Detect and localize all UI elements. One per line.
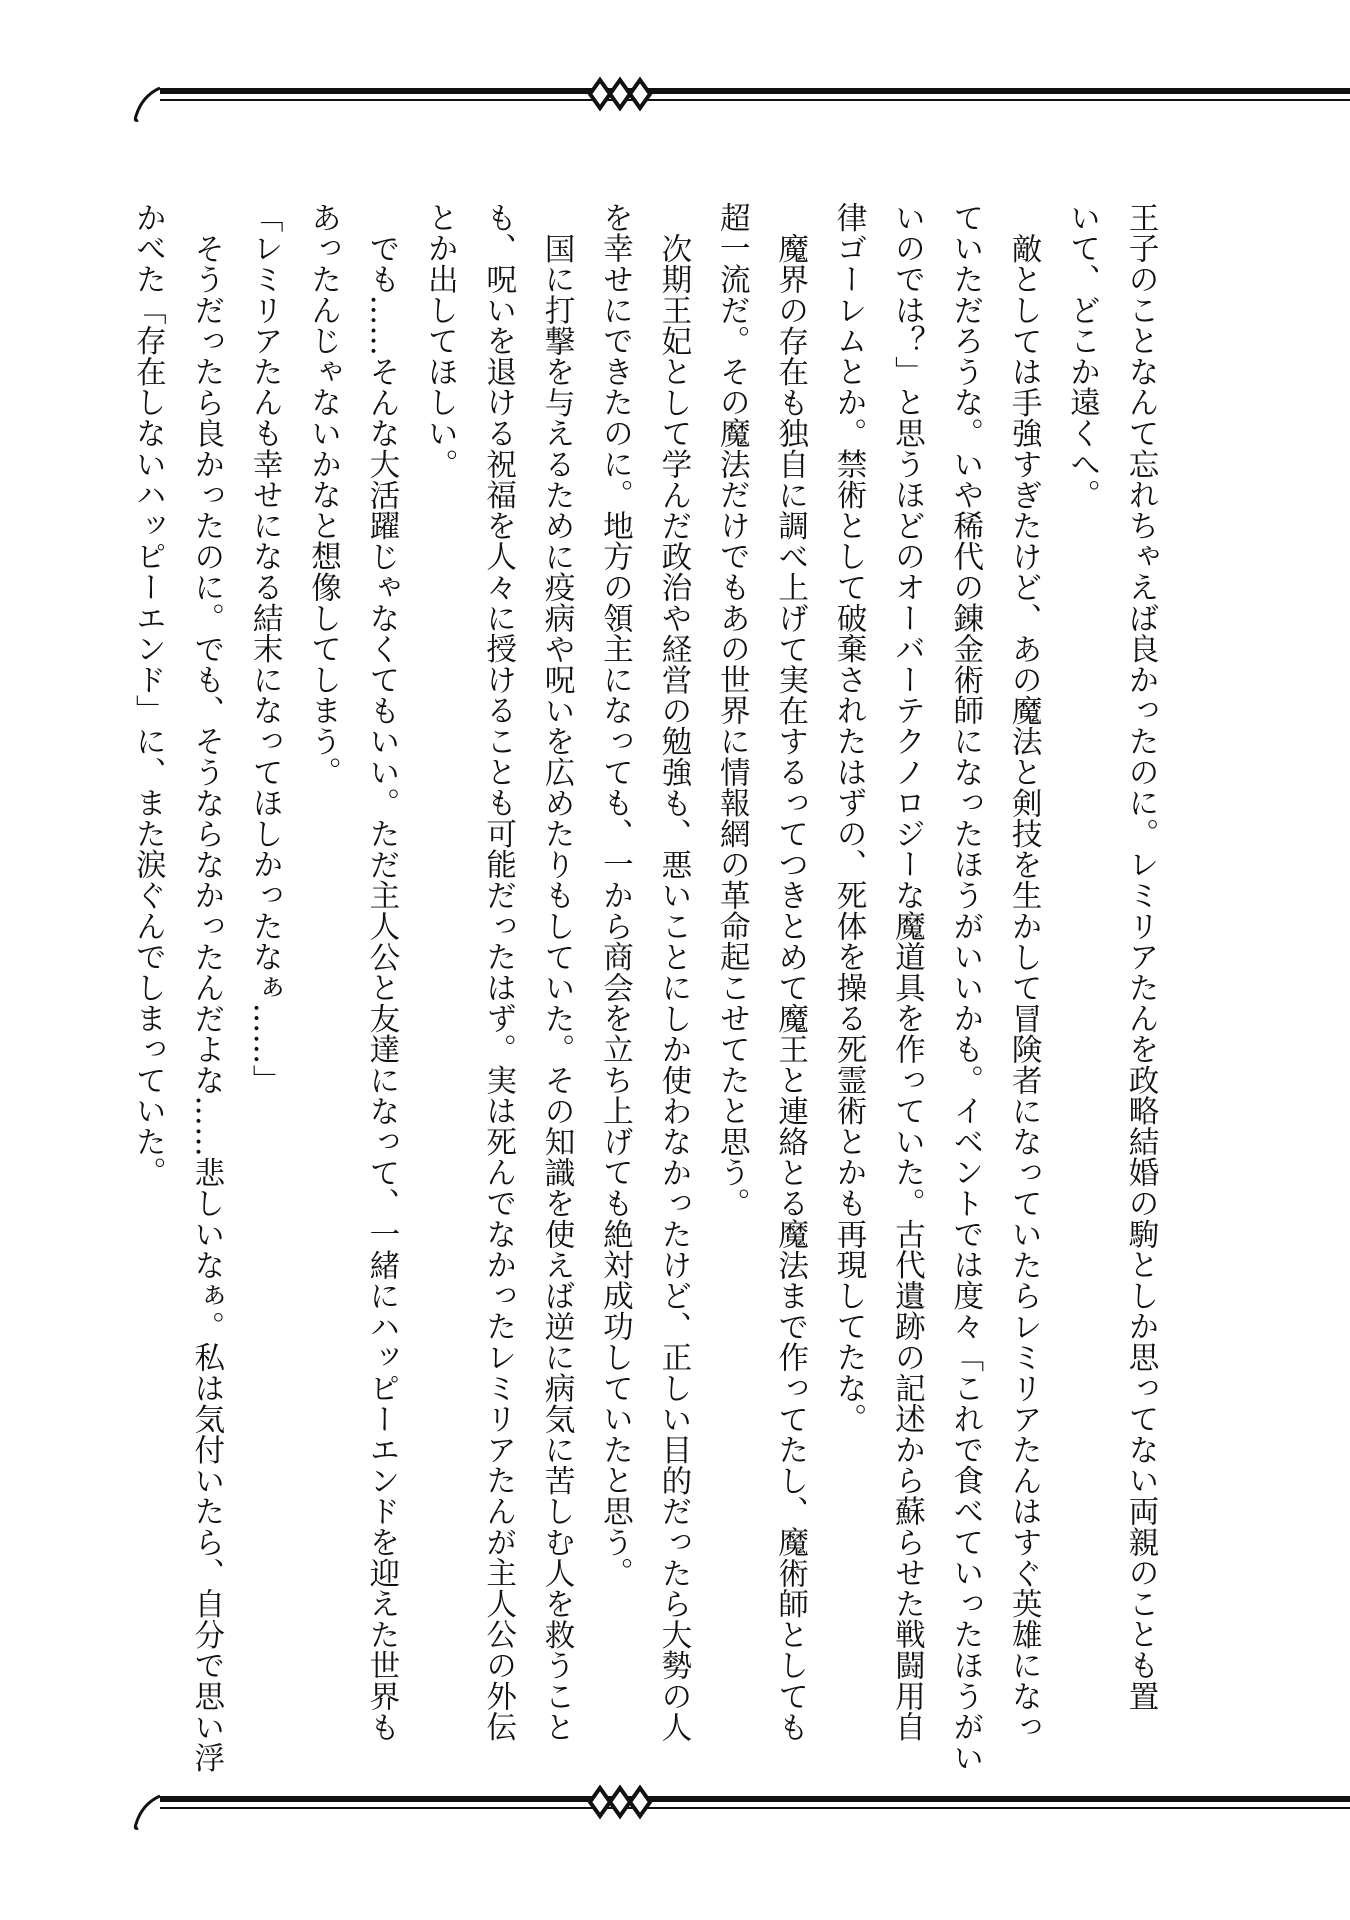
text-column: 「レミリアたんも幸せになる結末になってほしかったなぁ……」 <box>247 202 283 1096</box>
diamond-ornament-icon <box>590 80 650 108</box>
top-ornament-rule <box>0 66 1350 126</box>
text-column: 律ゴーレムとか。禁術として破棄されたはずの、死体を操る死霊術とかも再現してたな。 <box>831 202 867 1434</box>
text-column: 魔界の存在も独自に調べ上げて実在するってつきとめて魔王と連絡とる魔法まで作ってたし、魔術師としても <box>772 232 808 1743</box>
text-column: かべた「存在しないハッピーエンド」に、また涙ぐんでしまっていた。 <box>130 202 166 1188</box>
text-column: ていただろうな。いや稀代の錬金術師になったほうがいいかも。イベントでは度々「これで食べていったほうがい <box>947 202 983 1773</box>
vertical-body-text <box>118 202 1169 1773</box>
text-column: いて、どこか遠くへ。 <box>1064 202 1100 510</box>
text-column: そうだったら良かったのに。でも、そうならなかったんだよな……悲しいなぁ。私は気付いたら、自分で思い浮 <box>188 232 224 1773</box>
text-column: 次期王妃として学んだ政治や経営の勉強も、悪いことにしか使わなかったけど、正しい目的だったら大勢の人 <box>655 232 691 1743</box>
bottom-ornament-rule <box>0 1774 1350 1834</box>
diamond-ornament-icon <box>590 1788 650 1816</box>
text-column: いのでは？」と思うほどのオーバーテクノロジーな魔道具を作っていた。古代遺跡の記述から蘇らせた戦闘用自 <box>889 202 925 1742</box>
text-column: 敵としては手強すぎたけど、あの魔法と剣技を生かして冒険者になっていたらレミリアたんはすぐ英雄になっ <box>1006 232 1042 1743</box>
text-column: でも……そんな大活躍じゃなくてもいい。ただ主人公と友達になって、一緒にハッピーエンドを迎えた世界も <box>363 232 399 1743</box>
text-column: 国に打撃を与えるために疫病や呪いを広めたりもしていた。その知識を使えば逆に病気に苦しむ人を救うこと <box>539 232 575 1743</box>
text-column: とか出してほしい。 <box>422 202 458 480</box>
text-column: 超一流だ。その魔法だけでもあの世界に情報網の革命起こせてたと思う。 <box>714 202 750 1219</box>
text-column: を幸せにできたのに。地方の領主になっても、一から商会を立ち上げても絶対成功していたと思う。 <box>597 202 633 1588</box>
text-column: 王子のことなんて忘れちゃえば良かったのに。レミリアたんを政略結婚の駒としか思ってない両親のことも置 <box>1123 202 1158 1712</box>
text-column: も、呪いを退ける祝福を人々に授けることも可能だったはず。実は死んでなかったレミリアたんが主人公の外伝 <box>480 202 516 1742</box>
text-column: あったんじゃないかなと想像してしまう。 <box>305 202 341 788</box>
